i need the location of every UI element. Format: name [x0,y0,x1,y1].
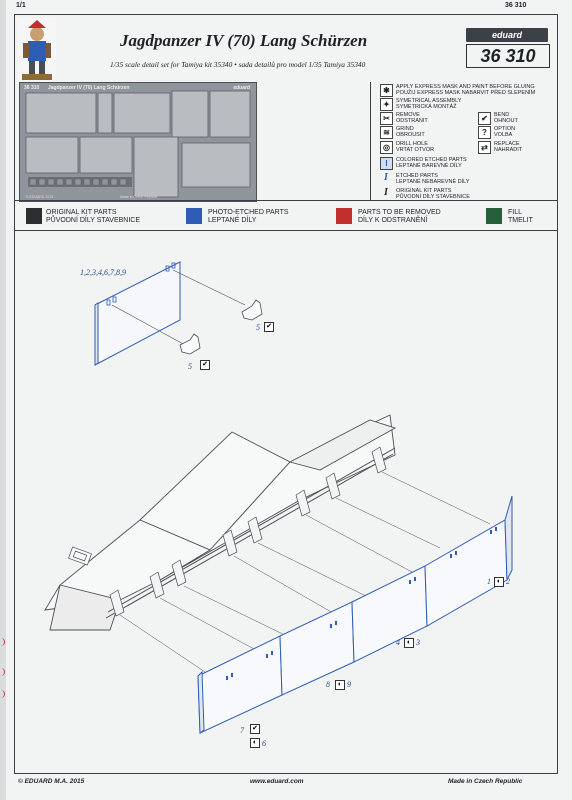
legend-express-mask: APPLY EXPRESS MASK AND PAINT BEFORE GLUING POUŽIJ EXPRESS MASK NABARVIT PŘED SLEPENÍM [396,84,536,96]
remove-icon: ✂ [380,112,393,125]
color-legend-photo-etched: PHOTO-ETCHED PARTS LEPTANÉ DÍLY [208,209,289,224]
drill-icon: ◎ [380,141,393,154]
footer-copyright: © EDUARD M.A. 2015 [18,778,85,785]
bend-icon: ✔ [200,360,210,370]
option-icon: ◐ [404,638,414,648]
footer-made-in: Made in Czech Republic [448,778,523,785]
callout-number: 3 [416,638,420,647]
legend-replace: REPLACE NAHRADIT [494,141,523,153]
legend-original: ORIGINAL KIT PARTS PŮVODNÍ DÍLY STAVEBNICE [396,188,470,200]
fret-code: 36 310 [24,85,40,91]
hull-drawing [45,415,395,630]
legend-etched: ETCHED PARTS LEPTANÉ NEBAREVNÉ DÍLY [396,173,470,185]
color-legend-fill: FILL TMELIT [508,209,533,224]
option-icon: ◐ [335,680,345,690]
callout-number: 2 [506,577,510,586]
legend-bend: BEND OHNOUT [494,112,518,124]
fret-title: Jagdpanzer IV (70) Lang Schürzen [48,85,130,91]
set-code-box: 36 310 [466,44,550,68]
legend-drill: DRILL HOLE VRTAT OTVOR [396,141,435,153]
replace-icon: ⇄ [478,141,491,154]
callout-number: 6 [262,739,266,748]
option-icon: ◐ [250,738,260,748]
grind-icon: ≋ [380,126,393,139]
legend-option: OPTION VOLBA [494,126,516,138]
color-legend-original: ORIGINAL KIT PARTS PŮVODNÍ DÍLY STAVEBNICE [46,209,141,224]
option-icon: ◐ [494,577,504,587]
etched-parts-icon: I [384,172,388,183]
option-icon: ? [478,126,491,139]
original-parts-icon: I [384,187,388,198]
set-code-top: 36 310 [505,2,527,9]
step-number: 5 [256,323,260,332]
parts-numbers-label: 1,2,3,4,6,7,8,9 [80,268,126,277]
callout-number: 8 [326,680,330,689]
bend-icon: ✔ [250,724,260,734]
bracket-parts [180,300,262,354]
callout-number: 7 [240,726,244,735]
page-title: Jagdpanzer IV (70) Lang Schürzen [120,31,368,50]
symmetric-icon: ✦ [380,98,393,111]
legend-grind: GRIND OBROUSIT [396,126,425,138]
detail-skirt-plate [95,262,180,365]
colored-etched-icon: I [380,157,393,170]
bend-icon: ✔ [264,322,274,332]
page-subtitle: 1/35 scale detail set for Tamiya kit 35340 • sada detailů pro model 1/35 Tamiya 35340 [110,60,366,69]
fret-copyright: © EDUARD 2015 [26,195,54,199]
legend-remove: REMOVE ODSTRANIT [396,112,428,124]
callout-number: 9 [347,680,351,689]
legend-colored-etched: COLORED ETCHED PARTS LEPTANÉ BAREVNÉ DÍLY [396,157,467,169]
color-legend-remove: PARTS TO BE REMOVED DÍLY K ODSTRANĚNÍ [358,209,441,224]
callout-number: 1 [487,577,491,586]
bend-icon: ✔ [478,112,491,125]
brand-badge: eduard [466,28,548,42]
legend-symmetric: SYMETRICAL ASSEMBLY SYMETRICKÁ MONTÁŽ [396,98,462,110]
step-number: 5 [188,362,192,371]
fret-brand: eduard [233,85,250,91]
fret-made-in: Made in Czech Republic [120,195,158,199]
express-mask-icon: ✱ [380,84,393,97]
page-number: 1/1 [16,2,26,9]
callout-number: 4 [396,638,400,647]
footer-url[interactable]: www.eduard.com [250,778,304,785]
